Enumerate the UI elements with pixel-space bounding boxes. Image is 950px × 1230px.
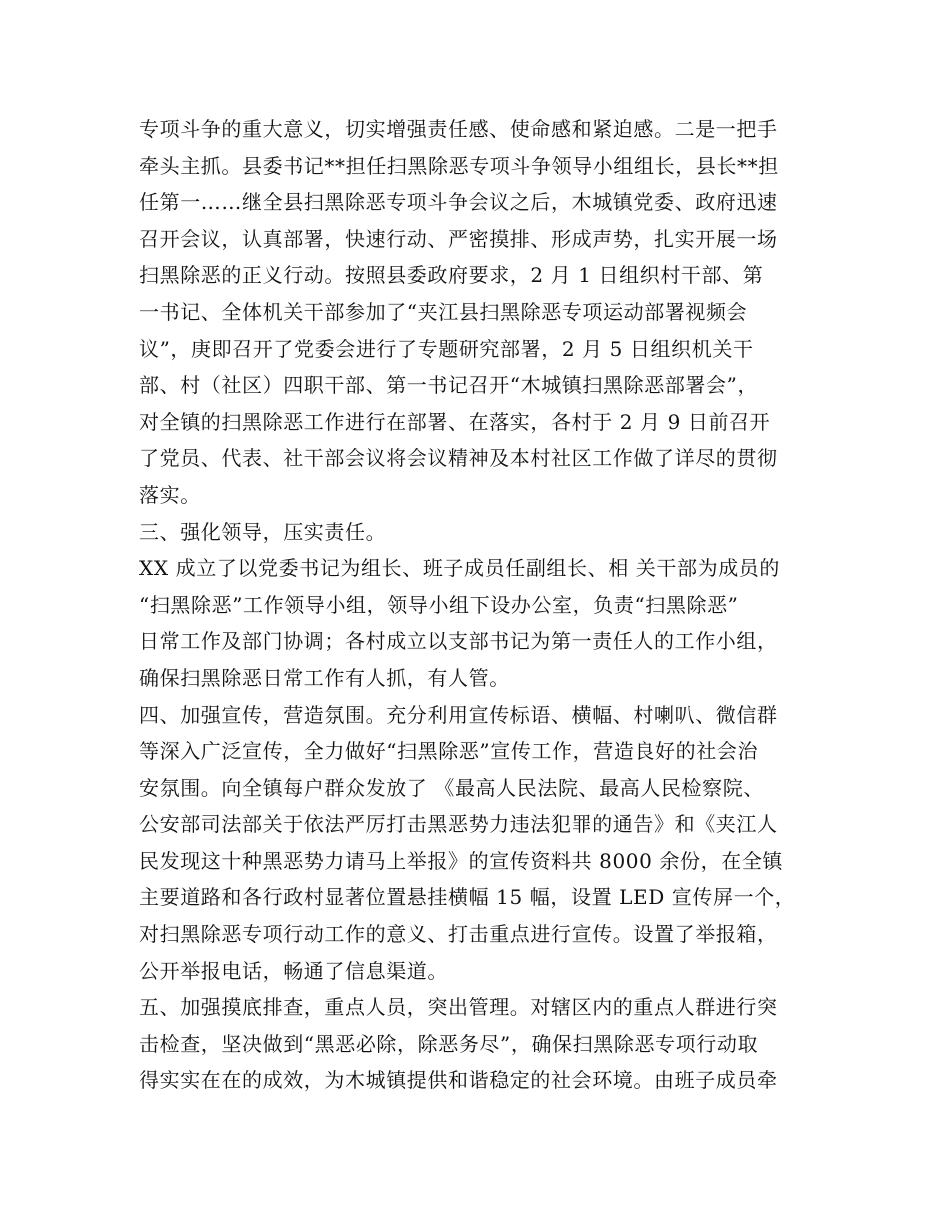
text-line: 公安部司法部关于依法严厉打击黑恶势力违法犯罪的通告》和《夹江人 [139,812,778,837]
text-line: “扫黑除恶”工作领导小组，领导小组下设办公室，负责“扫黑除恶” [139,592,739,617]
text-line: 议”，庚即召开了党委会进行了专题研究部署，2 月 5 日组织机关干 [139,336,754,361]
text-line: 牵头主抓。县委书记**担任扫黑除恶专项斗争领导小组组长，县长**担 [139,153,779,178]
text-line: 五、加强摸底排查，重点人员，突出管理。对辖区内的重点人群进行突 [139,995,778,1020]
text-line: 一书记、全体机关干部参加了“夹江县扫黑除恶专项运动部署视频会 [139,299,748,324]
document-body [139,111,839,1099]
text-line: 主要道路和各行政村显著位置悬挂横幅 15 幅，设置 LED 宣传屏一个， [139,885,796,910]
text-line: 安氛围。向全镇每户群众发放了 《最高人民法院、最高人民检察院、 [139,775,764,800]
text-line: 民发现这十种黑恶势力请马上举报》的宣传资料共 8000 余份，在全镇 [139,848,784,873]
text-line: 召开会议，认真部署，快速行动、严密摸排、形成声势，扎实开展一场 [139,226,778,251]
text-line: 落实。 [139,482,201,507]
text-line: 等深入广泛宣传，全力做好“扫黑除恶”宣传工作，营造良好的社会治 [139,739,759,764]
text-line: 部、村（社区）四职干部、第一书记召开“木城镇扫黑除恶部署会”， [139,373,759,398]
text-line: 四、加强宣传，营造氛围。充分利用宣传标语、横幅、村喇叭、微信群 [139,702,778,727]
text-line: 对扫黑除恶专项行动工作的意义、打击重点进行宣传。设置了举报箱， [139,922,778,947]
text-line: 专项斗争的重大意义，切实增强责任感、使命感和紧迫感。二是一把手 [139,117,778,141]
section-heading: 三、强化领导，压实责任。 [139,519,387,544]
text-line: 任第一……继全县扫黑除恶专项斗争会议之后，木城镇党委、政府迅速 [139,190,778,215]
text-line: 了党员、代表、社干部会议将会议精神及本村社区工作做了详尽的贯彻 [139,446,778,471]
text-line: 扫黑除恶的正义行动。按照县委政府要求，2 月 1 日组织村干部、第 [139,263,764,288]
text-line: 得实实在在的成效，为木城镇提供和谐稳定的社会环境。由班子成员牵 [139,1068,778,1093]
text-line: 日常工作及部门协调；各村成立以支部书记为第一责任人的工作小组， [139,629,778,654]
text-line: 公开举报电话，畅通了信息渠道。 [139,958,448,983]
text-line: 对全镇的扫黑除恶工作进行在部署、在落实，各村于 2 月 9 日前召开 [139,409,771,434]
text-line: XX 成立了以党委书记为组长、班子成员任副组长、相 关干部为成员的 [139,556,780,581]
text-line: 击检查，坚决做到“黑恶必除，除恶务尽”，确保扫黑除恶专项行动取 [139,1031,759,1056]
text-line: 确保扫黑除恶日常工作有人抓，有人管。 [139,665,510,690]
